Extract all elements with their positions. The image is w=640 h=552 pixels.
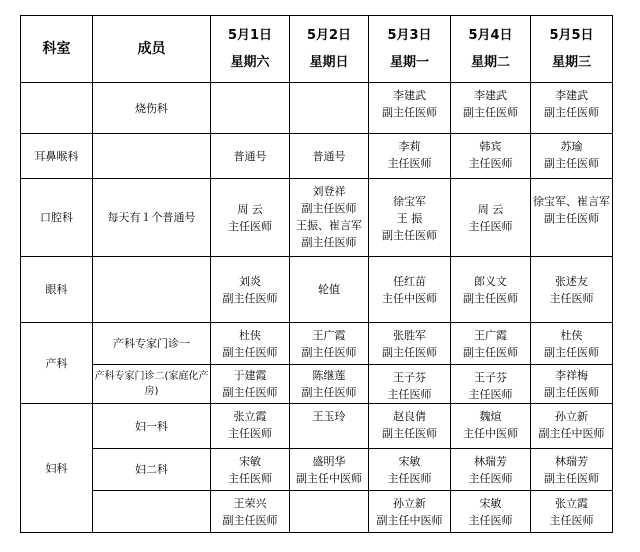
schedule-cell — [531, 257, 613, 323]
doctor-name: 周 云 — [477, 202, 504, 216]
doctor-line: 副主任医师 — [382, 345, 437, 359]
doctor-name: 徐宝军 — [393, 195, 426, 208]
schedule-cell — [531, 491, 613, 533]
schedule-cell — [451, 323, 531, 365]
doctor-name: 李建武 — [393, 89, 426, 102]
doctor-line: 副主任医师 — [544, 106, 599, 119]
row-oral — [21, 179, 613, 257]
doctor-line: 主任医师 — [468, 219, 513, 233]
doctor-name: 普通号 — [312, 149, 346, 163]
schedule-cell — [531, 365, 613, 404]
schedule-cell — [369, 179, 451, 257]
doctor-name: 张胜军 — [393, 328, 426, 342]
schedule-cell — [451, 449, 531, 491]
doctor-name: 张述友 — [555, 274, 588, 288]
dept-cell: 口腔科 — [21, 179, 93, 257]
header-date: 5月5日 — [549, 28, 594, 43]
doctor-name: 林瑞芳 — [555, 454, 588, 468]
header-date: 5月1日 — [227, 28, 273, 43]
header-day — [290, 16, 369, 83]
doctor-line: 副主任中医师 — [538, 427, 605, 440]
doctor-line: 主任医师 — [228, 471, 272, 485]
schedule-cell — [451, 179, 531, 257]
schedule-cell — [211, 491, 290, 533]
doctor-line: 王振、崔言军 — [296, 219, 362, 232]
doctor-line: 主任中医师 — [463, 427, 518, 440]
schedule-cell — [211, 179, 290, 257]
doctor-name: 郎义文 — [474, 274, 507, 288]
dept-cell-empty — [21, 83, 93, 134]
header-date: 5月2日 — [306, 28, 352, 43]
schedule-cell — [290, 323, 369, 365]
doctor-line: 副主任中医师 — [296, 471, 362, 485]
schedule-cell — [211, 323, 290, 365]
doctor-name: 轮值 — [318, 283, 340, 296]
schedule-cell — [290, 134, 369, 179]
doctor-name: 陈继莲 — [312, 369, 346, 382]
doctor-line: 副主任医师 — [301, 386, 357, 399]
doctor-name: 魏煊 — [479, 410, 502, 423]
schedule-cell — [211, 83, 290, 134]
schedule-cell — [531, 449, 613, 491]
doctor-line: 副主任医师 — [544, 157, 599, 170]
doctor-line: 副主任医师 — [301, 345, 357, 359]
row-gyn-2 — [21, 449, 613, 491]
schedule-cell — [211, 365, 290, 404]
member-cell — [93, 491, 211, 533]
row-gyn-3 — [21, 491, 613, 533]
schedule-cell — [531, 404, 613, 449]
doctor-name: 宋敏 — [479, 496, 502, 510]
doctor-name: 孙立新 — [393, 496, 426, 510]
schedule-cell — [531, 179, 613, 257]
dept-cell: 妇科 — [21, 404, 93, 533]
member-cell: 烧伤科 — [93, 83, 211, 134]
doctor-line: 副主任医师 — [222, 345, 278, 359]
doctor-name: 张立霞 — [555, 496, 588, 510]
doctor-line: 主任医师 — [468, 388, 513, 401]
doctor-line: 主任医师 — [468, 471, 513, 485]
header-weekday: 星期二 — [470, 55, 510, 70]
doctor-name: 李建武 — [555, 89, 588, 102]
doctor-line: 主任医师 — [387, 471, 432, 485]
dept-cell: 眼科 — [21, 257, 93, 323]
schedule-wrapper — [20, 15, 613, 533]
header-member: 成员 — [93, 16, 211, 83]
schedule-cell — [451, 365, 531, 404]
doctor-name: 刘登祥 — [312, 185, 346, 198]
doctor-name: 杜侠 — [560, 328, 583, 342]
doctor-line: 主任医师 — [387, 388, 432, 401]
schedule-cell — [369, 365, 451, 404]
doctor-name: 孙立新 — [555, 410, 588, 423]
header-weekday: 星期六 — [230, 55, 270, 70]
schedule-cell — [369, 404, 451, 449]
schedule-cell — [211, 134, 290, 179]
doctor-name: 王子芬 — [474, 371, 507, 384]
doctor-line: 副主任医师 — [222, 386, 278, 399]
schedule-cell — [290, 257, 369, 323]
schedule-cell — [290, 449, 369, 491]
doctor-name: 王玉玲 — [312, 410, 346, 423]
doctor-line: 副主任中医师 — [376, 513, 443, 527]
doctor-line: 副主任医师 — [222, 513, 278, 527]
row-burn — [21, 83, 613, 134]
schedule-cell — [531, 134, 613, 179]
member-cell-empty — [93, 257, 211, 323]
doctor-line: 副主任医师 — [382, 229, 437, 242]
doctor-name: 杜侠 — [239, 328, 261, 342]
doctor-line: 副主任医师 — [544, 345, 599, 359]
dept-cell: 耳鼻喉科 — [21, 134, 93, 179]
header-dept: 科室 — [21, 16, 93, 83]
doctor-line: 主任医师 — [228, 427, 272, 440]
doctor-name: 李莉 — [398, 140, 421, 153]
schedule-cell — [531, 323, 613, 365]
schedule-cell — [451, 134, 531, 179]
member-cell: 每天有１个普通号 — [93, 179, 211, 257]
doctor-name: 刘炎 — [239, 274, 261, 288]
schedule-cell — [369, 83, 451, 134]
doctor-line: 主任医师 — [549, 513, 594, 527]
header-date: 5月4日 — [468, 28, 513, 43]
doctor-line: 主任医师 — [228, 219, 272, 233]
row-obst-2 — [21, 365, 613, 404]
doctor-line: 王 振 — [396, 212, 423, 225]
doctor-name: 林瑞芳 — [474, 454, 507, 468]
row-eye — [21, 257, 613, 323]
header-day — [369, 16, 451, 83]
schedule-cell — [290, 491, 369, 533]
member-cell: 产科专家门诊二(家庭化产房) — [93, 365, 211, 404]
doctor-name: 李建武 — [474, 89, 507, 102]
doctor-name: 王子芬 — [393, 371, 426, 384]
schedule-cell — [531, 83, 613, 134]
doctor-name: 于建霞 — [233, 369, 267, 382]
schedule-cell — [451, 83, 531, 134]
header-day — [451, 16, 531, 83]
doctor-name: 宋敏 — [239, 454, 261, 468]
member-cell: 产科专家门诊一 — [93, 323, 211, 365]
header-day — [211, 16, 290, 83]
doctor-name: 王荣兴 — [233, 496, 267, 510]
schedule-table — [20, 15, 613, 533]
dept-cell: 产科 — [21, 323, 93, 404]
doctor-line: 副主任医师 — [463, 345, 518, 359]
doctor-line: 副主任医师 — [382, 427, 437, 440]
schedule-cell — [211, 257, 290, 323]
doctor-name: 赵良倩 — [393, 410, 426, 423]
doctor-line: 副主任医师 — [301, 202, 357, 215]
doctor-name: 普通号 — [233, 149, 267, 163]
doctor-name: 徐宝军、崔言军 — [533, 195, 610, 208]
doctor-line: 主任医师 — [468, 513, 513, 527]
header-day — [531, 16, 613, 83]
doctor-line: 副主任医师 — [463, 291, 518, 305]
member-cell: 妇二科 — [93, 449, 211, 491]
row-ent — [21, 134, 613, 179]
schedule-cell — [451, 404, 531, 449]
doctor-line: 主任医师 — [468, 157, 513, 170]
schedule-cell — [290, 404, 369, 449]
doctor-line: 副主任医师 — [382, 106, 437, 119]
doctor-name: 宋敏 — [398, 454, 421, 468]
schedule-cell — [369, 449, 451, 491]
doctor-line: 副主任医师 — [544, 471, 599, 485]
doctor-line: 主任医师 — [387, 157, 432, 170]
doctor-line: 主任中医师 — [382, 291, 437, 305]
doctor-name: 张立霞 — [233, 410, 267, 423]
doctor-name: 李祥梅 — [555, 369, 588, 382]
schedule-cell — [290, 83, 369, 134]
doctor-name: 王广霞 — [474, 328, 507, 342]
member-cell-empty — [93, 134, 211, 179]
doctor-line: 主任医师 — [549, 291, 594, 305]
doctor-line: 副主任医师 — [544, 212, 599, 225]
schedule-cell — [369, 491, 451, 533]
header-row — [21, 16, 613, 83]
header-weekday: 星期一 — [389, 55, 429, 70]
doctor-name: 苏瑜 — [560, 140, 583, 153]
schedule-cell — [211, 404, 290, 449]
header-date: 5月3日 — [387, 28, 432, 43]
schedule-cell — [290, 179, 369, 257]
schedule-cell — [211, 449, 290, 491]
schedule-cell — [451, 257, 531, 323]
doctor-line: 副主任医师 — [544, 386, 599, 399]
member-cell: 妇一科 — [93, 404, 211, 449]
doctor-name: 任红苗 — [393, 274, 426, 288]
doctor-line: 副主任医师 — [222, 291, 278, 305]
header-weekday: 星期三 — [551, 55, 591, 70]
doctor-name: 周 云 — [237, 202, 263, 216]
schedule-cell — [451, 491, 531, 533]
schedule-cell — [369, 134, 451, 179]
doctor-line: 副主任医师 — [463, 106, 518, 119]
doctor-line: 副主任医师 — [301, 236, 357, 249]
doctor-name: 王广霞 — [312, 328, 346, 342]
row-gyn-1 — [21, 404, 613, 449]
doctor-name: 韩宾 — [479, 140, 502, 153]
schedule-cell — [369, 323, 451, 365]
doctor-name: 盛明华 — [312, 454, 346, 468]
header-weekday: 星期日 — [309, 55, 349, 70]
row-obst-1 — [21, 323, 613, 365]
schedule-cell — [369, 257, 451, 323]
schedule-cell — [290, 365, 369, 404]
